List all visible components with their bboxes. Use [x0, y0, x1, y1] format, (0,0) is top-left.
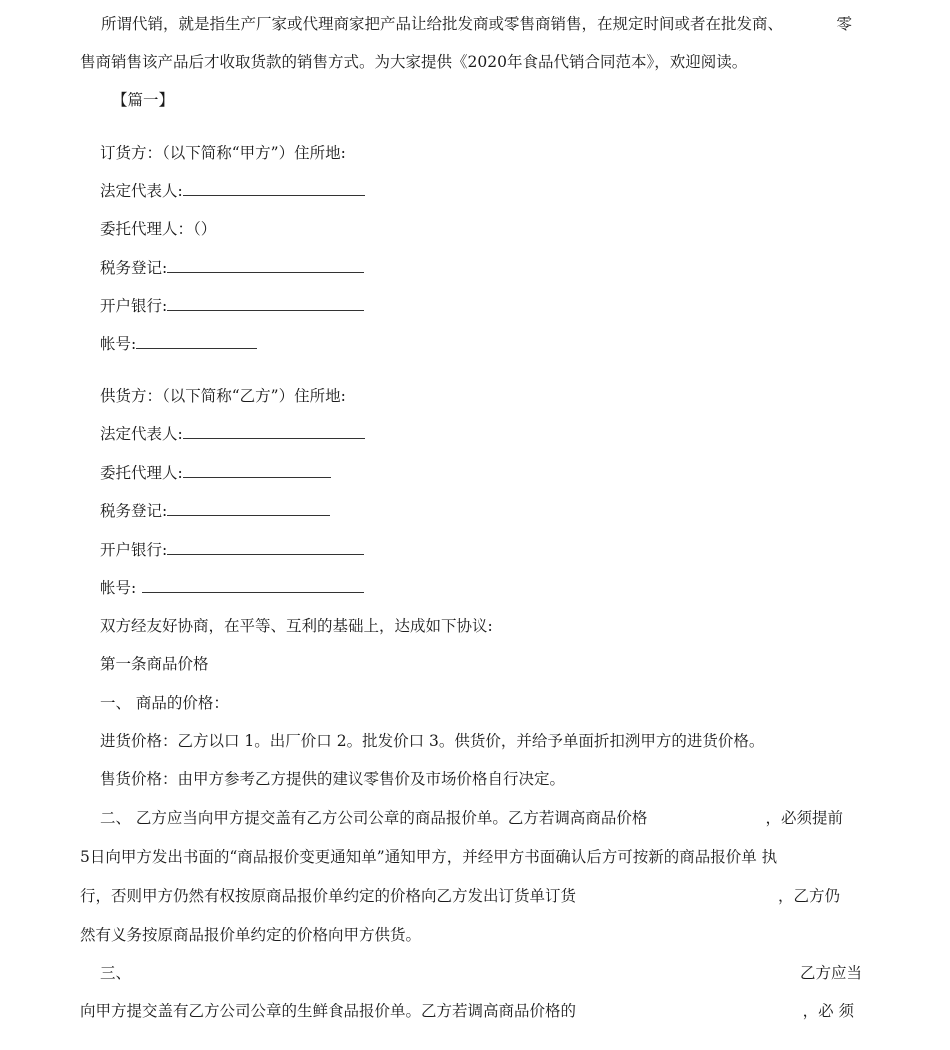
- item-2-line-1: [100, 808, 843, 828]
- item-2-line-3: [80, 886, 840, 906]
- supplier-account-row: [100, 578, 364, 598]
- supplier-tax-blank[interactable]: [167, 501, 330, 516]
- buyer-header: 订货方：（以下简称“甲方”）住所地:: [100, 144, 346, 162]
- intro-line-1-end: 零: [836, 15, 852, 33]
- item-2-line-1-text: 二、 乙方应当向甲方提交盖有乙方公司公章的商品报价单。乙方若调高商品价格: [100, 809, 648, 827]
- item-3-line-1-text: 三、: [100, 964, 132, 982]
- supplier-account-label: 帐号:: [100, 579, 137, 597]
- buyer-bank-row: [100, 296, 364, 316]
- intro-line-1-text: 所谓代销，就是指生产厂家或代理商家把产品让给批发商或零售商销售，在规定时间或者在批发商、: [101, 15, 784, 33]
- supplier-agent-row: [100, 463, 331, 483]
- item-3-line-2: [80, 1001, 854, 1021]
- supplier-account-blank[interactable]: [142, 578, 364, 593]
- buyer-account-blank[interactable]: [136, 334, 257, 349]
- item-2-line-1-end: ，必须提前: [765, 809, 843, 827]
- supplier-tax-label: 税务登记:: [100, 502, 168, 520]
- section-heading: 【篇一】: [112, 91, 175, 109]
- supplier-bank-blank[interactable]: [167, 540, 364, 555]
- item-3-line-1: [100, 963, 862, 983]
- buyer-legal-rep-blank[interactable]: [183, 181, 365, 196]
- sale-price-clause: 售货价格：由甲方参考乙方提供的建议零售价及市场价格自行决定。: [100, 770, 566, 788]
- buyer-account-row: [100, 334, 257, 354]
- article-1-item-1-title: 一、 商品的价格：: [100, 694, 229, 712]
- supplier-bank-label: 开户银行:: [100, 541, 168, 559]
- item-3-line-2-text: 向甲方提交盖有乙方公司公章的生鲜食品报价单。乙方若调高商品价格的: [80, 1002, 577, 1020]
- supplier-legal-rep-row: [100, 424, 365, 444]
- item-2-line-2: 5日向甲方发出书面的“商品报价变更通知单”通知甲方，并经甲方书面确认后方可按新的商品报价单 执: [80, 848, 778, 866]
- buyer-tax-blank[interactable]: [167, 258, 364, 273]
- article-1-title: 第一条商品价格: [100, 655, 209, 673]
- buyer-bank-blank[interactable]: [167, 296, 364, 311]
- supplier-header: 供货方：（以下简称“乙方”）住所地:: [100, 387, 346, 405]
- item-2-line-3-end: ，乙方仍: [777, 887, 840, 905]
- item-3-line-2-end: ，必 须: [802, 1002, 854, 1020]
- buyer-tax-row: [100, 258, 364, 278]
- buyer-legal-rep-label: 法定代表人:: [100, 182, 183, 200]
- buyer-account-label: 帐号:: [100, 335, 137, 353]
- buyer-tax-label: 税务登记:: [100, 259, 168, 277]
- buyer-agent-row: 委托代理人：（）: [100, 220, 217, 238]
- item-2-line-3-text: 行，否则甲方仍然有权按原商品报价单约定的价格向乙方发出订货单订货: [80, 887, 577, 905]
- buyer-bank-label: 开户银行:: [100, 297, 168, 315]
- supplier-bank-row: [100, 540, 364, 560]
- buyer-legal-rep-row: [100, 181, 365, 201]
- intro-line-1: [101, 14, 852, 34]
- purchase-price-clause: 进货价格：乙方以口 1。出厂价口 2。批发价口 3。供货价，并给予单面折扣洌甲方的进货价格。: [100, 732, 765, 750]
- item-3-line-1-end: 乙方应当: [799, 964, 862, 982]
- item-2-line-4: 然有义务按原商品报价单约定的价格向甲方供货。: [80, 926, 422, 944]
- supplier-legal-rep-label: 法定代表人:: [100, 425, 183, 443]
- supplier-agent-label: 委托代理人:: [100, 464, 183, 482]
- supplier-tax-row: [100, 501, 330, 521]
- supplier-agent-blank[interactable]: [183, 463, 331, 478]
- intro-line-2: 售商销售该产品后才收取货款的销售方式。为大家提供《2020年食品代销合同范本》，欢迎阅读。: [80, 53, 748, 71]
- agreement-intro: 双方经友好协商，在平等、互利的基础上，达成如下协议:: [100, 617, 493, 635]
- supplier-legal-rep-blank[interactable]: [183, 424, 365, 439]
